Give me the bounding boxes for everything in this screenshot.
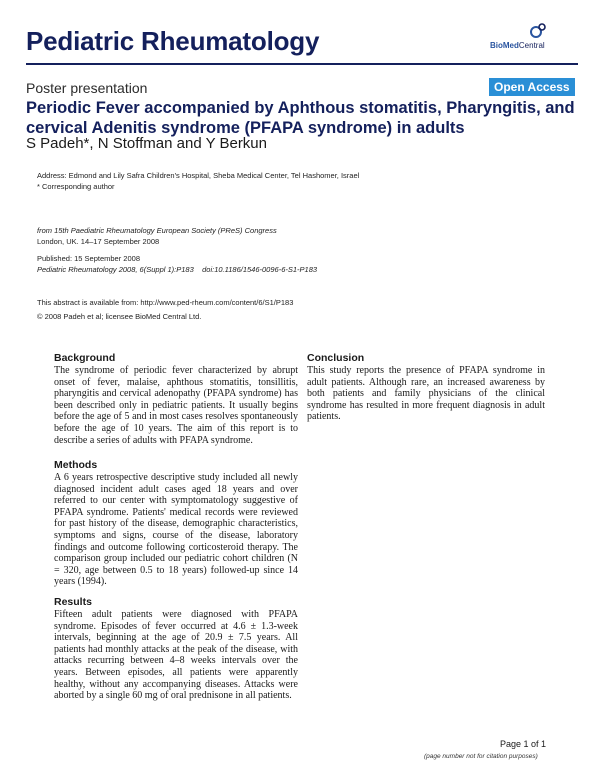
author-address: Address: Edmond and Lily Safra Children's Hospital, Sheba Medical Center, Tel Hashomer, Israel xyxy=(37,171,360,180)
open-access-badge: Open Access xyxy=(489,78,575,96)
published-date: Published: 15 September 2008 xyxy=(37,254,140,263)
conclusion-text: This study reports the presence of PFAPA syndrome in adult patients. Although rare, an increased awareness by both patients and family physicians of the clinical syndrome has resulted in more frequent diagnosis in adult patients. xyxy=(307,365,545,423)
page-number-note: (page number not for citation purposes) xyxy=(424,753,538,760)
biomed-central-wordmark xyxy=(490,41,545,50)
biomed-central-logo-icon xyxy=(528,20,548,40)
page-number: Page 1 of 1 xyxy=(500,739,547,749)
copyright-notice: © 2008 Padeh et al; licensee BioMed Central Ltd. xyxy=(37,312,202,321)
article-type-label: Poster presentation xyxy=(26,80,148,96)
methods-text: A 6 years retrospective descriptive study included all newly diagnosed incident adult cases aged 18 years and over referred to our center with symptomatology suggestive of PFAPA syndrome. Patients' medical records were reviewed for past history of the disease, demographic characteristics, symptoms and signs, course of the disease, laboratory findings and outcome following corticosteroid therapy. The comparison group included our pediatric cohort children (N = 320, age between 0.5 to 18 years) followed-up since 14 years (1994). xyxy=(54,472,298,588)
journal-title: Pediatric Rheumatology xyxy=(26,26,320,56)
article-title: Periodic Fever accompanied by Aphthous stomatitis, Pharyngitis, and cervical Adenitis syndrome (PFAPA syndrome) in adults xyxy=(26,99,575,137)
results-heading: Results xyxy=(54,596,92,608)
corresponding-author-note: * Corresponding author xyxy=(37,182,115,191)
authors: S Padeh*, N Stoffman and Y Berkun xyxy=(26,135,267,152)
available-from-link[interactable]: This abstract is available from: http://www.ped-rheum.com/content/6/S1/P183 xyxy=(37,298,294,307)
methods-heading: Methods xyxy=(54,459,98,471)
background-text: The syndrome of periodic fever characterized by abrupt onset of fever, malaise, aphthous stomatitis, tonsillitis, pharyngitis and cervical adenopathy (PFAPA syndrome) has been described only in pediatric patients. It usually begins before the age of 5 and in most cases resolves spontaneously before the age of 10 years. The aim of this report is to describe a series of adults with PFAPA syndrome. xyxy=(54,365,298,446)
header-divider xyxy=(26,63,578,65)
publisher-central: Central xyxy=(518,41,545,50)
conference-line-1: from 15th Paediatric Rheumatology European Society (PReS) Congress xyxy=(37,226,277,235)
publisher-bio: BioMed xyxy=(490,41,519,50)
citation-line: Pediatric Rheumatology 2008, 6(Suppl 1):P183 doi:10.1186/1546-0096-6-S1-P183 xyxy=(37,265,318,274)
results-text: Fifteen adult patients were diagnosed with PFAPA syndrome. Episodes of fever occurred at 4.6 ± 1.3-week intervals, beginning at the age of 20.9 ± 7.5 years. All patients had monthly attacks at the peak of the disease, with attacks recurring between 4–8 weeks intervals over the years. Between episodes, all patients were apparently healthy, without any accompanying diseases. Attacks were aborted by a single 60 mg of oral prednisone in all patients. xyxy=(54,609,298,702)
conclusion-heading: Conclusion xyxy=(307,352,365,364)
conference-line-2: London, UK. 14–17 September 2008 xyxy=(37,237,160,246)
biomed-central-logo xyxy=(490,20,580,56)
background-heading: Background xyxy=(54,352,116,364)
